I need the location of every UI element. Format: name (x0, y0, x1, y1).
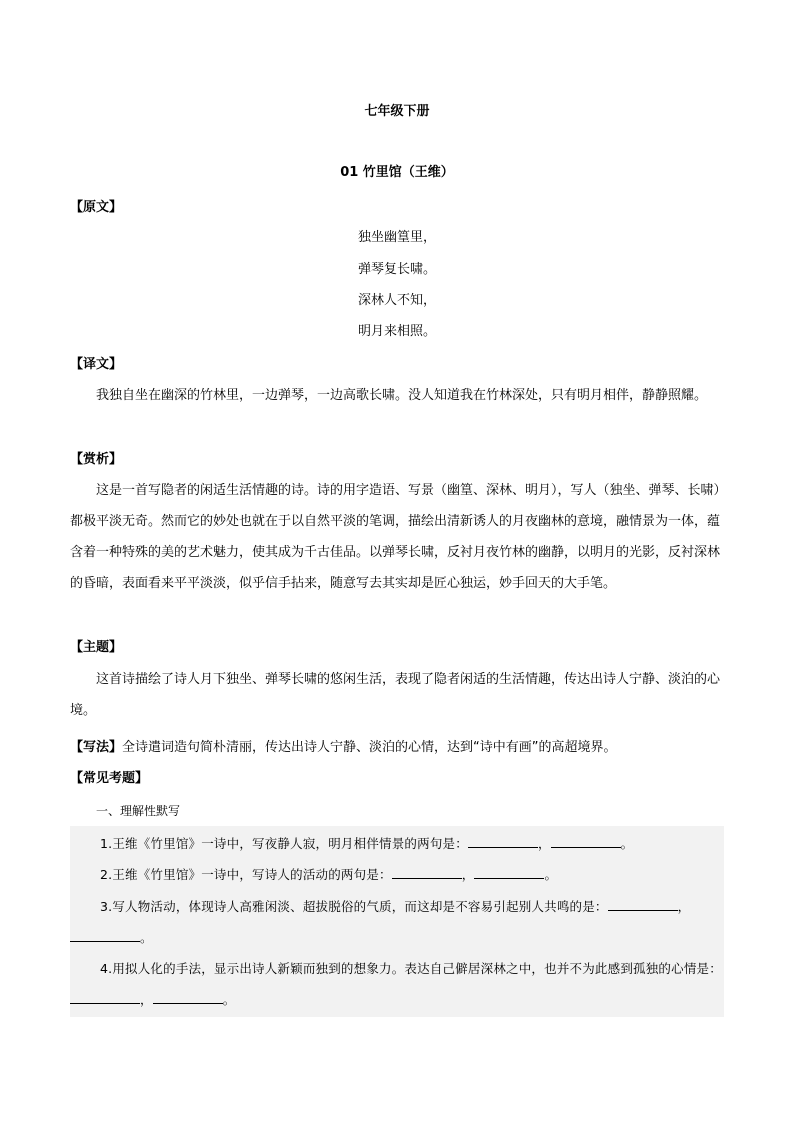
terminator: 。 (620, 836, 634, 851)
question-4 (70, 953, 724, 1015)
section-theme-heading: 【主题】 (70, 640, 123, 655)
answer-blank[interactable] (551, 835, 621, 848)
technique-row (70, 739, 724, 757)
question-text: 2.王维《竹里馆》一诗中，写诗人的活动的两句是： (100, 867, 392, 882)
terminator: 。 (222, 992, 236, 1007)
section-translation-heading: 【译文】 (70, 357, 123, 372)
separator: ， (140, 992, 153, 1007)
question-2 (70, 859, 724, 890)
poem-line-1: 独坐幽篁里， (357, 230, 436, 245)
question-text: 4.用拟人化的手法，显示出诗人新颖而独到的想象力。表达自己僻居深林之中，也并不为此感到孤独的心情是： (100, 961, 722, 976)
question-text: 1.王维《竹里馆》一诗中，写夜静人寂，明月相伴情景的两句是： (100, 836, 468, 851)
question-3 (70, 891, 724, 953)
terminator: 。 (140, 930, 153, 945)
section-original-heading: 【原文】 (70, 200, 123, 215)
separator: ， (677, 899, 691, 914)
poem-line-2: 弹琴复长啸。 (357, 262, 436, 277)
separator: ， (461, 867, 475, 882)
poem-line-4: 明月来相照。 (357, 324, 436, 339)
questions-box (70, 826, 724, 1017)
answer-blank[interactable] (474, 866, 544, 879)
technique-text: 全诗遣词造句简朴清丽，传达出诗人宁静、淡泊的心情，达到“诗中有画”的高超境界。 (122, 740, 617, 755)
question-category: 一、理解性默写 (96, 804, 181, 818)
poem-line-3: 深林人不知， (357, 293, 436, 308)
separator: ， (537, 836, 551, 851)
answer-blank[interactable] (392, 866, 462, 879)
answer-blank[interactable] (468, 835, 538, 848)
poem-title: 01 竹里馆（王维） (340, 165, 454, 180)
terminator: 。 (544, 867, 558, 882)
appreciation-paragraph: 这是一首写隐者的闲适生活情趣的诗。诗的用字造语、写景（幽篁、深林、明月），写人（独坐、弹琴、长啸）都极平淡无奇。然而它的妙处也就在于以自然平淡的笔调，描绘出清新诱人的月夜幽林的意境，融情景为一体，蕴含着一种特殊的美的艺术魅力，使其成为千古佳品。以弹琴长啸，反衬月夜竹林的幽静，以明月的光影，反衬深林的昏暗，表面看来平平淡淡，似乎信手拈来，随意写去其实却是匠心独运，妙手回天的大手笔。 (70, 483, 721, 591)
answer-blank[interactable] (608, 898, 678, 911)
section-common-questions-heading: 【常见考题】 (70, 771, 149, 786)
question-text: 3.写人物活动，体现诗人高雅闲淡、超拔脱俗的气质，而这却是不容易引起别人共鸣的是： (100, 899, 608, 914)
section-appreciation-heading: 【赏析】 (70, 452, 123, 467)
section-technique-heading: 【写法】 (70, 740, 123, 755)
question-1 (70, 828, 724, 859)
theme-paragraph: 这首诗描绘了诗人月下独坐、弹琴长啸的悠闲生活，表现了隐者闲适的生活情趣，传达出诗人宁静、淡泊的心境。 (70, 672, 721, 718)
answer-blank[interactable] (70, 991, 140, 1004)
translation-paragraph: 我独自坐在幽深的竹林里，一边弹琴，一边高歌长啸。没人知道我在竹林深处，只有明月相伴，静静照耀。 (96, 388, 708, 403)
answer-blank[interactable] (153, 991, 223, 1004)
answer-blank[interactable] (70, 929, 140, 942)
page-title: 七年级下册 (364, 104, 430, 119)
